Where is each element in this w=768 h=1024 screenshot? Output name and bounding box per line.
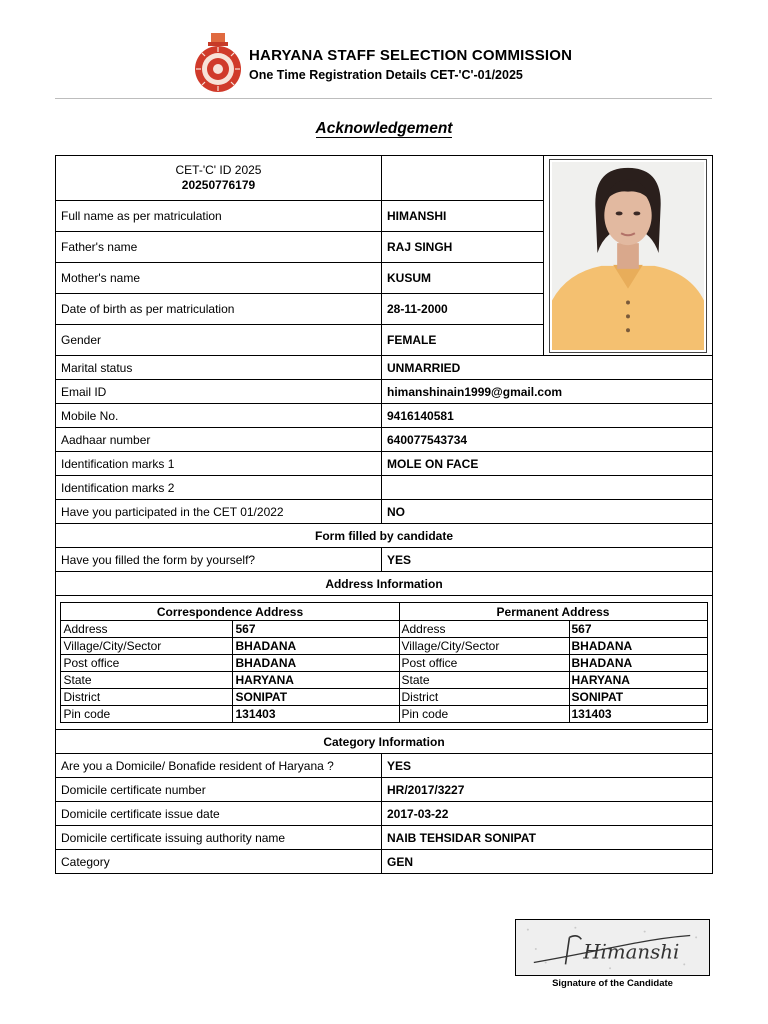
address-row: [61, 689, 707, 706]
table-row: [56, 476, 713, 500]
corr-address-label: Address: [61, 621, 233, 638]
domicile-issue-date-value: 2017-03-22: [382, 802, 713, 826]
aadhaar-label: Aadhaar number: [56, 428, 382, 452]
address-heading: Address Information: [56, 572, 713, 596]
table-row: [56, 730, 713, 754]
father-name-label: Father's name: [56, 232, 382, 263]
page-header: [0, 0, 768, 100]
form-filled-heading: Form filled by candidate: [56, 524, 713, 548]
registration-details: One Time Registration Details CET-'C'-01/2025: [249, 68, 523, 82]
perm-district-value: SONIPAT: [569, 689, 707, 706]
table-row: [56, 452, 713, 476]
table-row: [56, 596, 713, 730]
identification-marks-1-value: MOLE ON FACE: [382, 452, 713, 476]
full-name-value: HIMANSHI: [382, 201, 544, 232]
table-row: [56, 802, 713, 826]
identification-marks-2-label: Identification marks 2: [56, 476, 382, 500]
table-row: [56, 156, 713, 201]
address-section: [56, 596, 713, 730]
identification-marks-1-label: Identification marks 1: [56, 452, 382, 476]
signature-text: Himanshi: [583, 940, 680, 964]
form-filled-label: Have you filled the form by yourself?: [56, 548, 382, 572]
issuing-authority-label: Domicile certificate issuing authority name: [56, 826, 382, 850]
gender-value: FEMALE: [382, 325, 544, 356]
perm-state-value: HARYANA: [569, 672, 707, 689]
perm-state-label: State: [399, 672, 569, 689]
cet-id-blank-cell: [382, 156, 544, 201]
address-header-row: [61, 603, 707, 621]
address-row: [61, 672, 707, 689]
table-row: [56, 380, 713, 404]
permanent-address-heading: Permanent Address: [399, 603, 707, 621]
table-row: [56, 524, 713, 548]
table-row: [56, 826, 713, 850]
address-row: [61, 621, 707, 638]
correspondence-address-heading: Correspondence Address: [61, 603, 399, 621]
table-row: [56, 572, 713, 596]
corr-village-value: BHADANA: [233, 638, 399, 655]
corr-pin-code-label: Pin code: [61, 706, 233, 723]
category-label: Category: [56, 850, 382, 874]
corr-address-value: 567: [233, 621, 399, 638]
perm-district-label: District: [399, 689, 569, 706]
page-title-text: Acknowledgement: [315, 120, 453, 137]
form-filled-value: YES: [382, 548, 713, 572]
perm-pin-code-label: Pin code: [399, 706, 569, 723]
domicile-label: Are you a Domicile/ Bonafide resident of Haryana ?: [56, 754, 382, 778]
candidate-photo: [549, 159, 707, 353]
perm-address-label: Address: [399, 621, 569, 638]
address-table: [60, 602, 707, 723]
gender-label: Gender: [56, 325, 382, 356]
table-row: [56, 778, 713, 802]
perm-address-value: 567: [569, 621, 707, 638]
cet-id-value: 20250776179: [181, 178, 256, 192]
corr-state-value: HARYANA: [233, 672, 399, 689]
mother-name-value: KUSUM: [382, 263, 544, 294]
photo-cell: [544, 156, 713, 356]
perm-post-office-value: BHADANA: [569, 655, 707, 672]
marital-status-label: Marital status: [56, 356, 382, 380]
perm-village-value: BHADANA: [569, 638, 707, 655]
issuing-authority-value: NAIB TEHSIDAR SONIPAT: [382, 826, 713, 850]
signature-label: Signature of the Candidate: [552, 978, 673, 989]
domicile-certificate-number-value: HR/2017/3227: [382, 778, 713, 802]
corr-post-office-label: Post office: [61, 655, 233, 672]
domicile-certificate-number-label: Domicile certificate number: [56, 778, 382, 802]
table-row: [56, 404, 713, 428]
corr-pin-code-value: 131403: [233, 706, 399, 723]
aadhaar-value: 640077543734: [382, 428, 713, 452]
table-row: [56, 428, 713, 452]
domicile-issue-date-label: Domicile certificate issue date: [56, 802, 382, 826]
header-divider: [55, 98, 712, 99]
category-heading: Category Information: [56, 730, 713, 754]
dob-value: 28-11-2000: [382, 294, 544, 325]
address-row: [61, 655, 707, 672]
haryana-emblem-icon: [191, 30, 245, 94]
candidate-signature: [515, 919, 710, 976]
corr-post-office-value: BHADANA: [233, 655, 399, 672]
registration-table: [55, 155, 713, 874]
table-row: [56, 754, 713, 778]
corr-state-label: State: [61, 672, 233, 689]
table-row: [56, 548, 713, 572]
cet-id-label: CET-'C' ID 2025: [175, 163, 262, 177]
identification-marks-2-value: [382, 476, 713, 500]
corr-village-label: Village/City/Sector: [61, 638, 233, 655]
cet-participation-label: Have you participated in the CET 01/2022: [56, 500, 382, 524]
domicile-value: YES: [382, 754, 713, 778]
page-title: [0, 120, 768, 138]
address-row: [61, 638, 707, 655]
organization-name: HARYANA STAFF SELECTION COMMISSION: [249, 47, 573, 64]
dob-label: Date of birth as per matriculation: [56, 294, 382, 325]
mobile-value: 9416140581: [382, 404, 713, 428]
mother-name-label: Mother's name: [56, 263, 382, 294]
father-name-value: RAJ SINGH: [382, 232, 544, 263]
corr-district-value: SONIPAT: [233, 689, 399, 706]
cet-id-cell: [56, 156, 382, 201]
mobile-label: Mobile No.: [56, 404, 382, 428]
perm-village-label: Village/City/Sector: [399, 638, 569, 655]
email-label: Email ID: [56, 380, 382, 404]
email-value: himanshinain1999@gmail.com: [382, 380, 713, 404]
corr-district-label: District: [61, 689, 233, 706]
address-row: [61, 706, 707, 723]
perm-pin-code-value: 131403: [569, 706, 707, 723]
marital-status-value: UNMARRIED: [382, 356, 713, 380]
full-name-label: Full name as per matriculation: [56, 201, 382, 232]
cet-participation-value: NO: [382, 500, 713, 524]
table-row: [56, 500, 713, 524]
category-value: GEN: [382, 850, 713, 874]
perm-post-office-label: Post office: [399, 655, 569, 672]
table-row: [56, 356, 713, 380]
table-row: [56, 850, 713, 874]
